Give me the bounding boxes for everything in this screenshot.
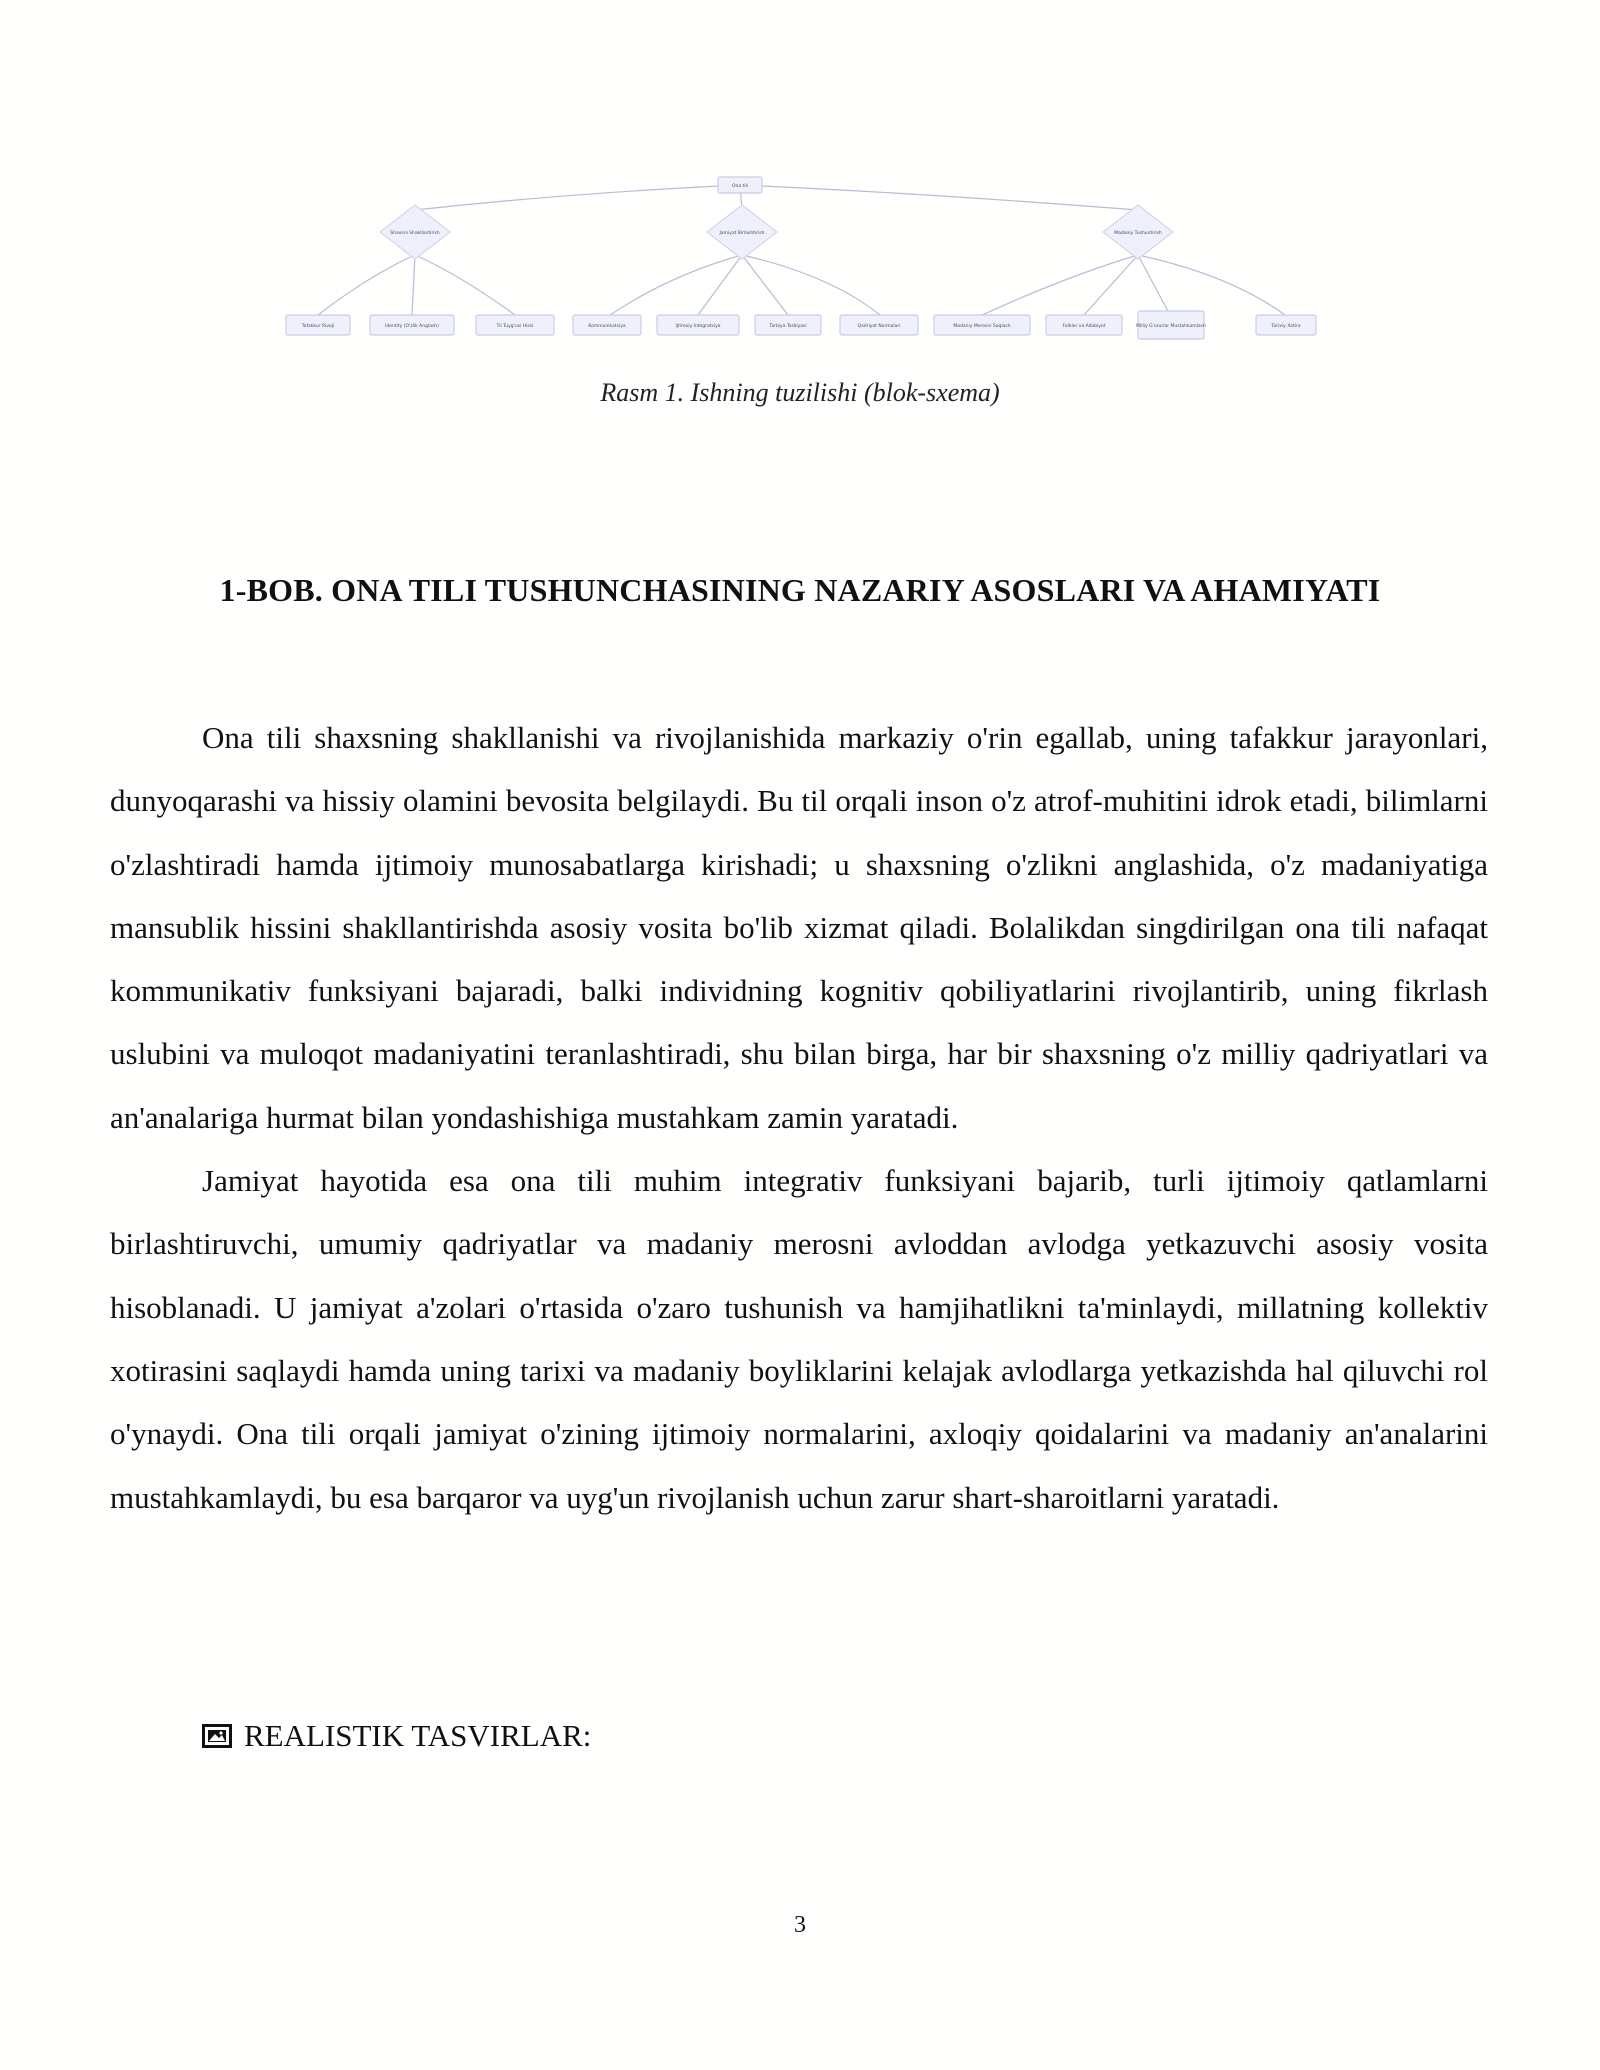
diagram-leaf-label: Qadriyat Normalari	[857, 324, 901, 329]
block-diagram	[270, 165, 1330, 355]
diagram-leaf-node	[840, 315, 918, 335]
diagram-branch-node	[380, 205, 450, 259]
diagram-leaf-label: Identity (O'zlik Anglash)	[385, 324, 439, 329]
diagram-leaf-label: Tarbiya Tarbiyasi	[769, 324, 807, 329]
realistic-images-label: REALISTIK TASVIRLAR:	[244, 1718, 592, 1753]
diagram-leaf-node	[657, 315, 739, 335]
chapter-title: 1-BOB. ONA TILI TUSHUNCHASINING NAZARIY ASOSLARI VA AHAMIYATI	[219, 572, 1381, 608]
diagram-leaf-node	[934, 315, 1030, 335]
diagram-leaf-node	[1256, 315, 1316, 335]
diagram-branch-node	[707, 205, 777, 259]
diagram-root-label: Ona tili	[731, 184, 749, 189]
diagram-branch-label: Madaniy Tushuntirish	[1114, 231, 1162, 236]
diagram-branch-node	[1103, 205, 1173, 259]
diagram-leaf-node	[573, 315, 641, 335]
diagram-edge	[412, 255, 415, 315]
diagram-leaf-node	[286, 315, 350, 335]
diagram-edge	[1138, 255, 1285, 315]
diagram-leaf-node	[1046, 315, 1122, 335]
diagram-leaf-label: Madaniy Merosni Saqlash	[953, 324, 1011, 329]
paragraph: Jamiyat hayotida esa ona tili muhim integrativ funksiyani bajarib, turli ijtimoiy qatlamlarni birlashtiruvchi, umumiy qadriyatlar va madaniy merosni avloddan avlodga yetkazuvchi asosiy vosita hisoblanadi. U jamiyat a'zolari o'rtasida o'zaro tushunish va hamjihatlikni ta'minlaydi, millatning kollektiv xotirasini saqlaydi hamda uning tarixi va madaniy boyliklarini kelajak avlodlarga yetkazishda hal qiluvchi rol o'ynaydi. Ona tili orqali jamiyat o'zining ijtimoiy normalarini, axloqiy qoidalarini va madaniy an'analarini mustahkamlaydi, bu esa barqaror va uyg'un rivojlanish uchun zarur shart-sharoitlarni yaratadi.	[110, 1163, 1488, 1515]
realistic-images-heading	[202, 1716, 591, 1756]
diagram-root-node	[718, 177, 762, 193]
diagram-leaf-label: Folklor va Adabiyot	[1062, 324, 1106, 329]
diagram-leaf-label: Kommunikatsiya	[588, 324, 626, 329]
diagram-edge	[415, 255, 515, 315]
diagram-leaf-node	[370, 315, 454, 335]
diagram-leaf-node	[1136, 311, 1206, 339]
diagram-branch-label: Shaxsni Shakllantirish	[390, 231, 440, 236]
diagram-leaf-label: Til Tuyg'usi Hissi	[496, 324, 534, 329]
diagram-leaf-label: Milliy G'ururlar Mustahkamlash	[1136, 324, 1206, 329]
diagram-leaf-label: Tarixiy Xotira	[1271, 324, 1301, 329]
diagram-leaf-node	[476, 315, 554, 335]
diagram-edge	[1138, 255, 1170, 315]
diagram-leaf-node	[755, 315, 821, 335]
diagram-branch-label: Jamiyat Birlashtirish	[719, 231, 765, 236]
diagram-edge	[742, 255, 880, 315]
body-text	[110, 706, 1488, 1529]
figure-caption: Rasm 1. Ishning tuzilishi (blok-sxema)	[600, 378, 1000, 407]
diagram-edge	[610, 255, 742, 315]
diagram-leaf-label: Ijtimoiy Integratsiya	[675, 324, 721, 329]
diagram-edge	[698, 255, 742, 315]
diagram-edge	[318, 255, 415, 315]
diagram-leaf-label: Tafakkur Rivoji	[301, 324, 335, 329]
paragraph: Ona tili shaxsning shakllanishi va rivojlanishida markaziy o'rin egallab, uning tafakkur jarayonlari, dunyoqarashi va hissiy olamini bevosita belgilaydi. Bu til orqali inson o'z atrof-muhitini idrok etadi, bilimlarni o'zlashtiradi hamda ijtimoiy munosabatlarga kirishadi; u shaxsning o'zlikni anglashida, o'z madaniyatiga mansublik hissini shakllantirishda asosiy vosita bo'lib xizmat qiladi. Bolalikdan singdirilgan ona tili nafaqat kommunikativ funksiyani bajaradi, balki individning kognitiv qobiliyatlarini rivojlantirib, uning fikrlash uslubini va muloqot madaniyatini teranlashtiradi, shu bilan birga, har bir shaxsning o'z milliy qadriyatlari va an'analariga hurmat bilan yondashishiga mustahkam zamin yaratadi.	[110, 720, 1488, 1135]
block-diagram-figure	[270, 165, 1330, 355]
diagram-edge	[415, 185, 740, 210]
diagram-edge	[982, 255, 1138, 315]
diagram-edge	[742, 255, 788, 315]
page-number: 3	[794, 1912, 806, 1938]
framed-picture-icon	[202, 1718, 232, 1742]
diagram-edge	[740, 185, 1138, 210]
